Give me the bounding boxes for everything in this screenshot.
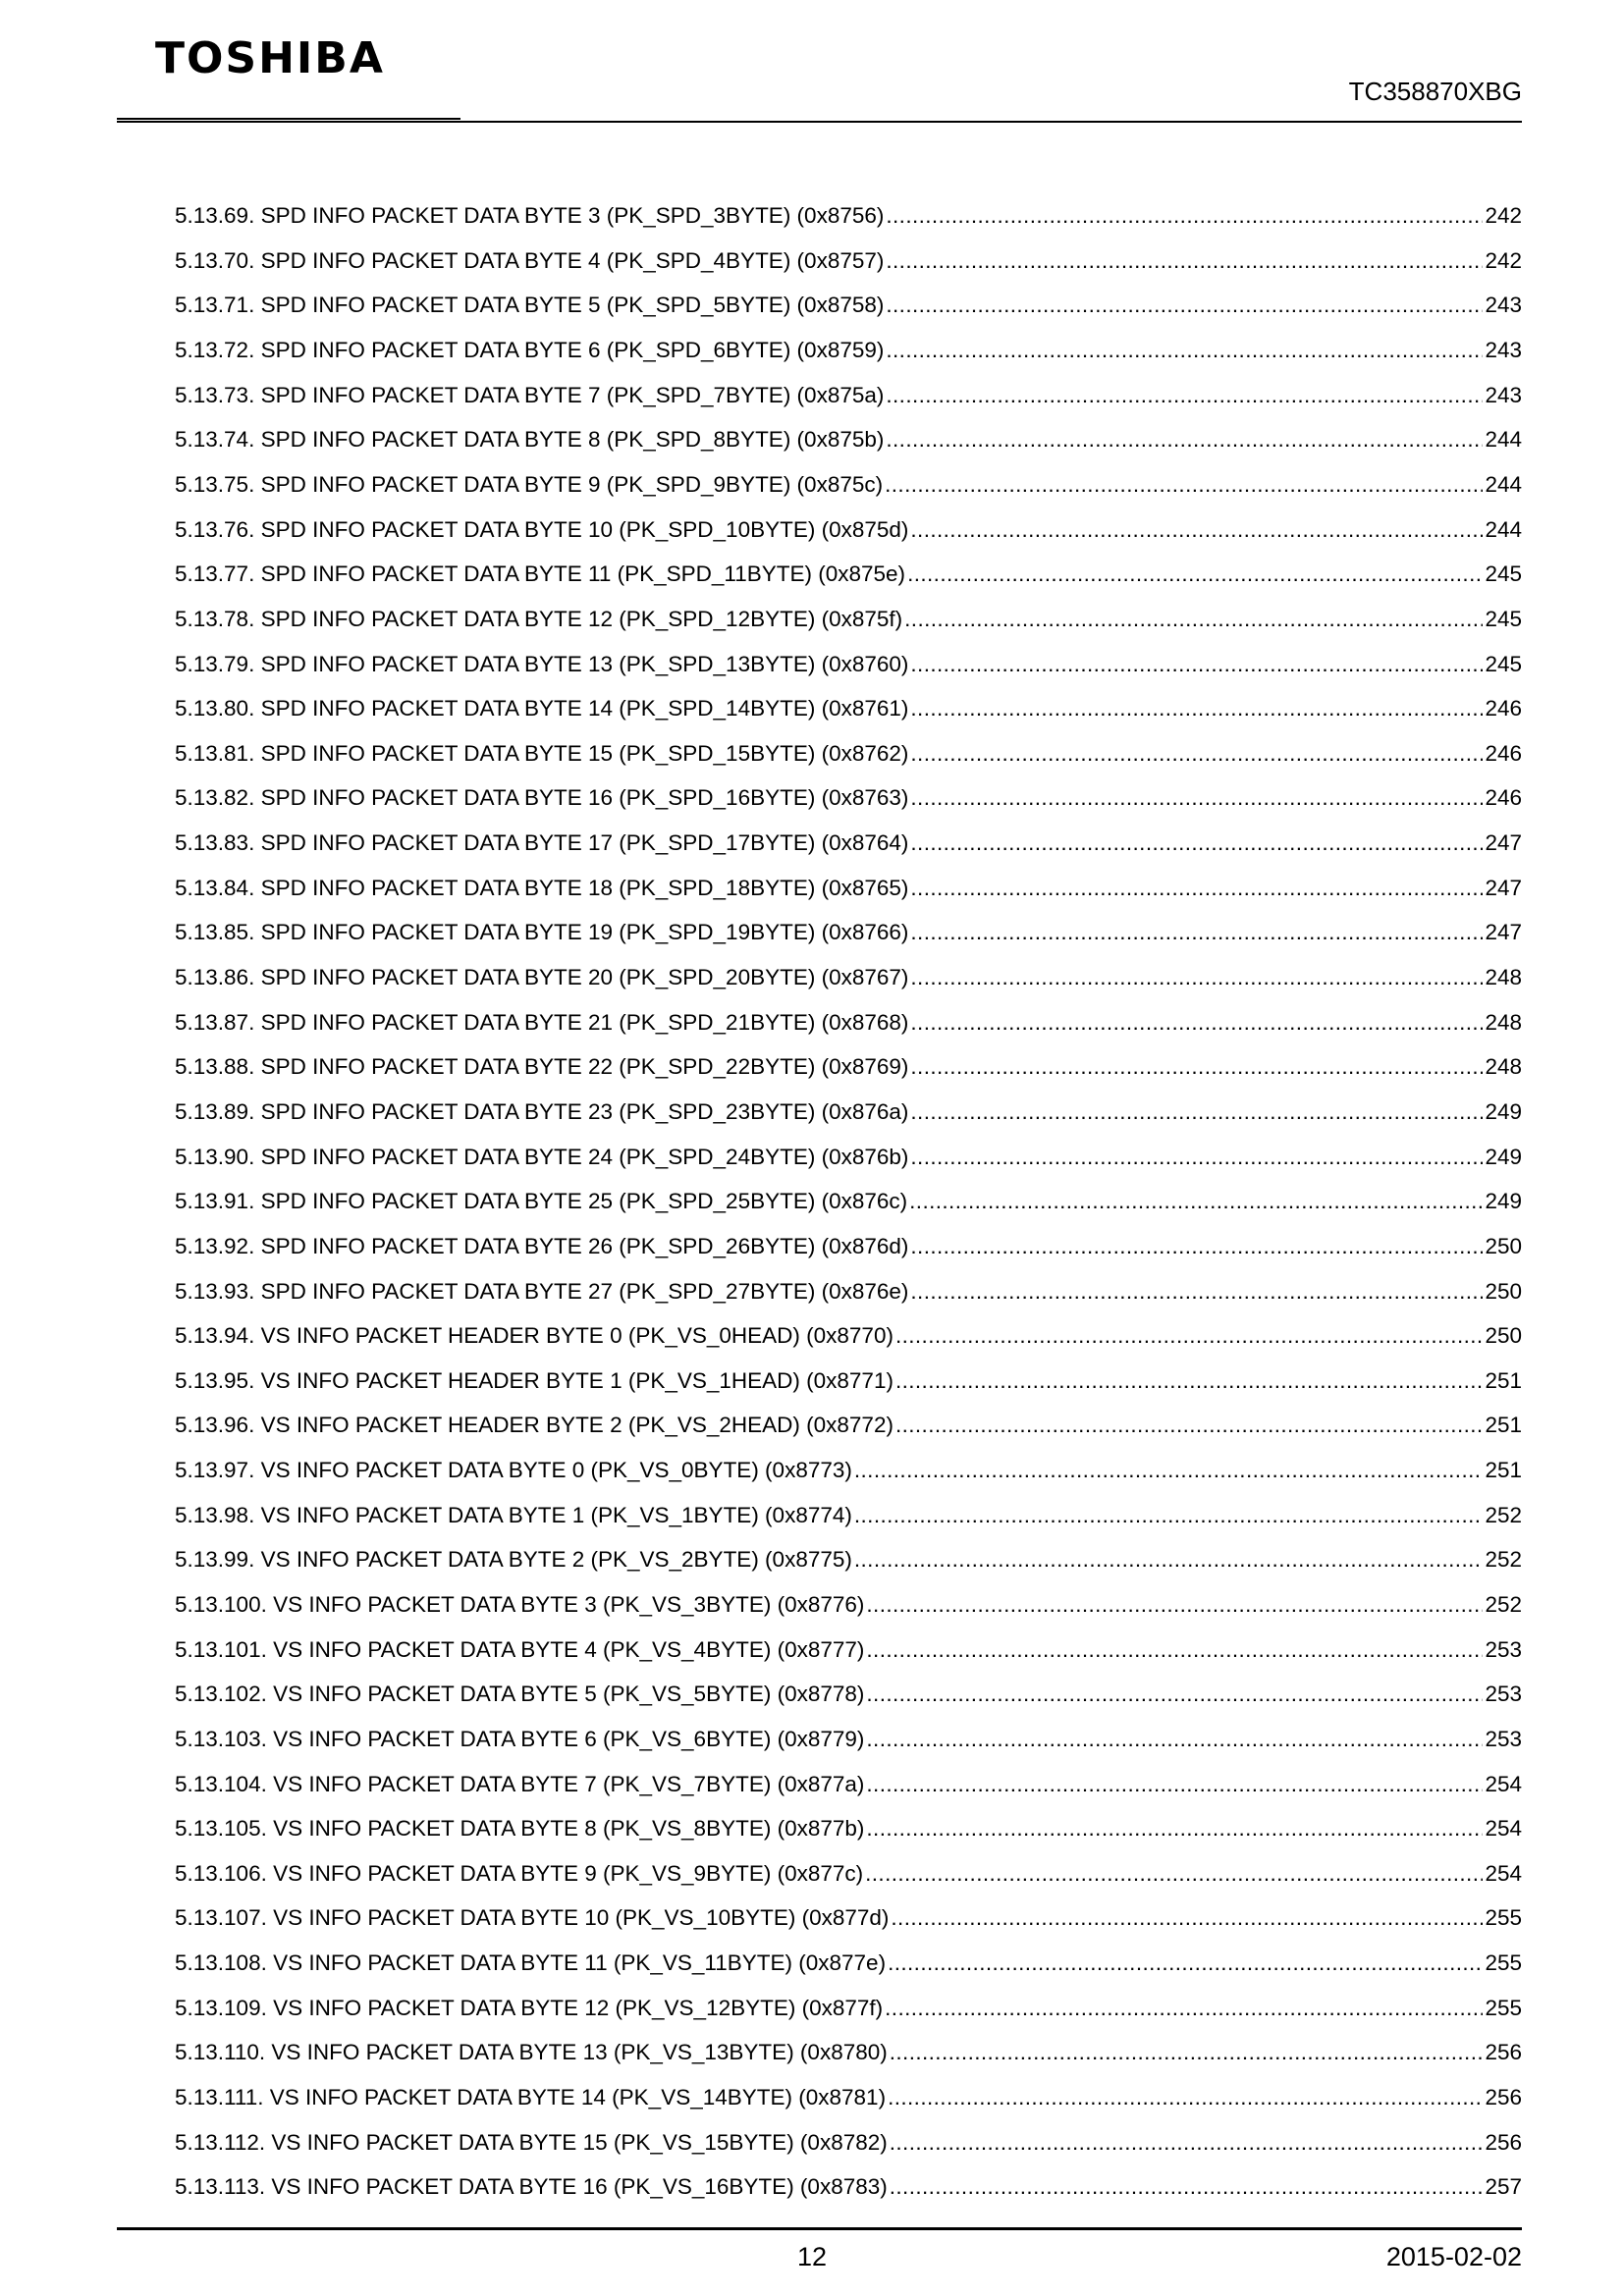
toc-entry[interactable] [175, 630, 1522, 675]
toc-entry-page: 257 [1485, 2174, 1522, 2200]
toc-dot-leader [865, 1863, 1483, 1886]
toc-entry-page: 251 [1485, 1413, 1522, 1438]
toc-entry-title: 5.13.94. VS INFO PACKET HEADER BYTE 0 (PK_VS_0HEAD) (0x8770) [175, 1323, 893, 1349]
toc-entry[interactable] [175, 406, 1522, 452]
toc-entry[interactable] [175, 452, 1522, 497]
toc-entry[interactable] [175, 1213, 1522, 1258]
toc-entry-page: 252 [1485, 1547, 1522, 1573]
toc-entry[interactable] [175, 1975, 1522, 2020]
toc-entry-title: 5.13.87. SPD INFO PACKET DATA BYTE 21 (PK_SPD_21BYTE) (0x8768) [175, 1009, 909, 1035]
toc-entry[interactable] [175, 1034, 1522, 1079]
toc-entry-title: 5.13.90. SPD INFO PACKET DATA BYTE 24 (PK_SPD_24BYTE) (0x876b) [175, 1144, 909, 1169]
toc-dot-leader [854, 1460, 1484, 1482]
toc-entry[interactable] [175, 362, 1522, 407]
toc-entry-page: 247 [1485, 920, 1522, 945]
toc-entry-page: 250 [1485, 1278, 1522, 1304]
toc-entry[interactable] [175, 1930, 1522, 1975]
toc-dot-leader [888, 2087, 1483, 2109]
toc-entry-page: 252 [1485, 1592, 1522, 1617]
toc-entry[interactable] [175, 989, 1522, 1035]
toc-entry[interactable] [175, 1841, 1522, 1886]
toc-entry-page: 244 [1485, 471, 1522, 497]
toc-entry-title: 5.13.108. VS INFO PACKET DATA BYTE 11 (PK_VS_11BYTE) (0x877e) [175, 1950, 887, 1976]
toc-entry-page: 245 [1485, 651, 1522, 676]
toc-entry-title: 5.13.69. SPD INFO PACKET DATA BYTE 3 (PK_SPD_3BYTE) (0x8756) [175, 203, 885, 229]
toc-entry-page: 251 [1485, 1458, 1522, 1483]
toc-entry-title: 5.13.104. VS INFO PACKET DATA BYTE 7 (PK_VS_7BYTE) (0x877a) [175, 1771, 865, 1796]
toc-entry[interactable] [175, 899, 1522, 944]
toc-entry-title: 5.13.89. SPD INFO PACKET DATA BYTE 23 (PK_SPD_23BYTE) (0x876a) [175, 1098, 909, 1124]
toc-entry-page: 254 [1485, 1860, 1522, 1886]
toc-entry[interactable] [175, 1885, 1522, 1930]
toc-entry-page: 242 [1485, 247, 1522, 273]
toc-entry[interactable] [175, 2109, 1522, 2155]
toc-dot-leader [910, 1012, 1483, 1035]
toc-entry[interactable] [175, 1123, 1522, 1168]
toc-dot-leader [866, 1594, 1483, 1617]
toc-entry-page: 254 [1485, 1771, 1522, 1796]
document-id: TC358870XBG [1348, 77, 1522, 106]
toc-entry[interactable] [175, 1706, 1522, 1751]
toc-dot-leader [910, 743, 1483, 766]
toc-entry-title: 5.13.105. VS INFO PACKET DATA BYTE 8 (PK_VS_8BYTE) (0x877b) [175, 1816, 865, 1842]
toc-entry-page: 255 [1485, 1905, 1522, 1931]
toc-entry-page: 253 [1485, 1726, 1522, 1751]
toc-entry-title: 5.13.99. VS INFO PACKET DATA BYTE 2 (PK_VS_2BYTE) (0x8775) [175, 1547, 852, 1573]
toc-entry[interactable] [175, 855, 1522, 900]
toc-entry-title: 5.13.72. SPD INFO PACKET DATA BYTE 6 (PK_SPD_6BYTE) (0x8759) [175, 338, 885, 363]
toc-entry-title: 5.13.86. SPD INFO PACKET DATA BYTE 20 (PK_SPD_20BYTE) (0x8767) [175, 965, 909, 990]
toc-entry-page: 246 [1485, 785, 1522, 811]
toc-entry[interactable] [175, 586, 1522, 631]
toc-entry-page: 245 [1485, 606, 1522, 631]
toc-entry-page: 247 [1485, 830, 1522, 856]
toc-entry[interactable] [175, 272, 1522, 317]
toc-entry-page: 249 [1485, 1098, 1522, 1124]
toc-entry[interactable] [175, 496, 1522, 541]
toc-entry-title: 5.13.107. VS INFO PACKET DATA BYTE 10 (PK_VS_10BYTE) (0x877d) [175, 1905, 890, 1931]
toc-dot-leader [910, 1236, 1483, 1258]
toc-dot-leader [891, 1907, 1483, 1930]
header-rule-accent [117, 118, 460, 120]
toc-entry-title: 5.13.98. VS INFO PACKET DATA BYTE 1 (PK_VS_1BYTE) (0x8774) [175, 1502, 852, 1527]
toc-entry[interactable] [175, 721, 1522, 766]
toc-entry[interactable] [175, 1437, 1522, 1482]
toc-entry-title: 5.13.96. VS INFO PACKET HEADER BYTE 2 (PK_VS_2HEAD) (0x8772) [175, 1413, 893, 1438]
toc-entry-title: 5.13.102. VS INFO PACKET DATA BYTE 5 (PK_VS_5BYTE) (0x8778) [175, 1682, 865, 1707]
toc-dot-leader [910, 1101, 1483, 1124]
toc-dot-leader [907, 563, 1483, 586]
toc-entry-title: 5.13.76. SPD INFO PACKET DATA BYTE 10 (PK_SPD_10BYTE) (0x875d) [175, 516, 909, 542]
toc-entry-title: 5.13.77. SPD INFO PACKET DATA BYTE 11 (PK_SPD_11BYTE) (0x875e) [175, 561, 906, 587]
toc-dot-leader [910, 878, 1483, 900]
toc-entry[interactable] [175, 1617, 1522, 1662]
toc-entry[interactable] [175, 1482, 1522, 1527]
toc-dot-leader [886, 205, 1483, 228]
toc-dot-leader [895, 1370, 1484, 1393]
footer-rule [117, 2227, 1522, 2230]
toc-entry[interactable] [175, 1303, 1522, 1348]
toc-dot-leader [910, 967, 1483, 989]
toc-entry-page: 256 [1485, 2129, 1522, 2155]
toc-entry-page: 248 [1485, 1054, 1522, 1080]
toc-dot-leader [866, 1818, 1483, 1841]
toc-dot-leader [886, 294, 1483, 317]
toc-dot-leader [910, 832, 1483, 855]
toc-dot-leader [895, 1415, 1484, 1437]
toc-entry[interactable] [175, 228, 1522, 273]
toc-entry-title: 5.13.91. SPD INFO PACKET DATA BYTE 25 (PK_SPD_25BYTE) (0x876c) [175, 1189, 908, 1214]
toc-entry-title: 5.13.83. SPD INFO PACKET DATA BYTE 17 (PK_SPD_17BYTE) (0x8764) [175, 830, 909, 856]
toc-entry-title: 5.13.82. SPD INFO PACKET DATA BYTE 16 (PK_SPD_16BYTE) (0x8763) [175, 785, 909, 811]
toc-entry[interactable] [175, 1392, 1522, 1437]
toc-entry-title: 5.13.110. VS INFO PACKET DATA BYTE 13 (PK_VS_13BYTE) (0x8780) [175, 2040, 888, 2065]
toc-entry-page: 253 [1485, 1636, 1522, 1662]
toc-entry[interactable] [175, 675, 1522, 721]
toc-entry-page: 246 [1485, 696, 1522, 721]
page-number: 12 [796, 2242, 828, 2271]
toc-entry[interactable] [175, 1661, 1522, 1706]
table-of-contents [175, 183, 1522, 2199]
toc-entry-title: 5.13.80. SPD INFO PACKET DATA BYTE 14 (PK_SPD_14BYTE) (0x8761) [175, 696, 909, 721]
toc-entry[interactable] [175, 541, 1522, 586]
toc-entry[interactable] [175, 765, 1522, 810]
toc-dot-leader [888, 1952, 1483, 1975]
toc-dot-leader [885, 474, 1483, 497]
toc-entry-title: 5.13.85. SPD INFO PACKET DATA BYTE 19 (PK_SPD_19BYTE) (0x8766) [175, 920, 909, 945]
toc-dot-leader [854, 1505, 1484, 1527]
toc-entry-title: 5.13.70. SPD INFO PACKET DATA BYTE 4 (PK_SPD_4BYTE) (0x8757) [175, 247, 885, 273]
toc-dot-leader [910, 1281, 1483, 1304]
toc-entry[interactable] [175, 2064, 1522, 2109]
toc-dot-leader [866, 1683, 1483, 1706]
toc-entry-page: 249 [1485, 1189, 1522, 1214]
toc-dot-leader [910, 654, 1483, 676]
toc-entry-page: 244 [1485, 516, 1522, 542]
toc-entry[interactable] [175, 1168, 1522, 1213]
toc-entry-page: 251 [1485, 1367, 1522, 1393]
toc-dot-leader [890, 2176, 1484, 2199]
toc-entry-page: 247 [1485, 875, 1522, 900]
toc-entry-title: 5.13.79. SPD INFO PACKET DATA BYTE 13 (PK_SPD_13BYTE) (0x8760) [175, 651, 909, 676]
toc-entry[interactable] [175, 1257, 1522, 1303]
toc-dot-leader [910, 1147, 1483, 1169]
toc-entry-title: 5.13.109. VS INFO PACKET DATA BYTE 12 (PK_VS_12BYTE) (0x877f) [175, 1995, 884, 2020]
toc-entry-page: 253 [1485, 1682, 1522, 1707]
toc-entry-page: 252 [1485, 1502, 1522, 1527]
toc-entry-page: 249 [1485, 1144, 1522, 1169]
toc-entry[interactable] [175, 944, 1522, 989]
toc-dot-leader [910, 698, 1483, 721]
toc-entry-title: 5.13.103. VS INFO PACKET DATA BYTE 6 (PK_VS_6BYTE) (0x8779) [175, 1726, 865, 1751]
toc-entry-page: 242 [1485, 203, 1522, 229]
toc-entry-title: 5.13.101. VS INFO PACKET DATA BYTE 4 (PK_VS_4BYTE) (0x8777) [175, 1636, 865, 1662]
toc-entry-title: 5.13.97. VS INFO PACKET DATA BYTE 0 (PK_VS_0BYTE) (0x8773) [175, 1458, 852, 1483]
toc-entry-title: 5.13.93. SPD INFO PACKET DATA BYTE 27 (PK_SPD_27BYTE) (0x876e) [175, 1278, 909, 1304]
toc-entry-title: 5.13.92. SPD INFO PACKET DATA BYTE 26 (PK_SPD_26BYTE) (0x876d) [175, 1233, 909, 1258]
toc-entry-title: 5.13.112. VS INFO PACKET DATA BYTE 15 (PK_VS_15BYTE) (0x8782) [175, 2129, 888, 2155]
toc-dot-leader [886, 385, 1483, 407]
toc-entry-title: 5.13.74. SPD INFO PACKET DATA BYTE 8 (PK_SPD_8BYTE) (0x875b) [175, 427, 885, 453]
toc-entry-title: 5.13.78. SPD INFO PACKET DATA BYTE 12 (PK_SPD_12BYTE) (0x875f) [175, 606, 903, 631]
toshiba-logo: TOSHIBA [155, 33, 385, 83]
toc-entry[interactable] [175, 183, 1522, 228]
toc-entry-page: 250 [1485, 1233, 1522, 1258]
toc-entry-page: 248 [1485, 965, 1522, 990]
toc-entry-title: 5.13.100. VS INFO PACKET DATA BYTE 3 (PK_VS_3BYTE) (0x8776) [175, 1592, 865, 1617]
toc-dot-leader [910, 922, 1483, 944]
toc-entry-page: 256 [1485, 2085, 1522, 2110]
toc-entry[interactable] [175, 317, 1522, 362]
toc-entry-title: 5.13.84. SPD INFO PACKET DATA BYTE 18 (PK_SPD_18BYTE) (0x8765) [175, 875, 909, 900]
header-rule [117, 121, 1522, 123]
toc-entry-page: 243 [1485, 293, 1522, 318]
toc-dot-leader [910, 1056, 1483, 1079]
toc-entry-page: 245 [1485, 561, 1522, 587]
toc-entry-title: 5.13.111. VS INFO PACKET DATA BYTE 14 (PK_VS_14BYTE) (0x8781) [175, 2085, 887, 2110]
document-date: 2015-02-02 [1385, 2242, 1522, 2271]
toc-entry-title: 5.13.106. VS INFO PACKET DATA BYTE 9 (PK_VS_9BYTE) (0x877c) [175, 1860, 864, 1886]
toc-entry[interactable] [175, 2019, 1522, 2064]
toc-entry-title: 5.13.81. SPD INFO PACKET DATA BYTE 15 (PK_SPD_15BYTE) (0x8762) [175, 740, 909, 766]
toc-entry[interactable] [175, 1572, 1522, 1617]
toc-dot-leader [886, 340, 1483, 362]
toc-dot-leader [890, 2042, 1484, 2064]
toc-dot-leader [910, 519, 1483, 542]
toc-dot-leader [890, 2132, 1484, 2155]
toc-entry[interactable] [175, 1079, 1522, 1124]
toc-dot-leader [866, 1639, 1483, 1662]
toc-entry[interactable] [175, 1348, 1522, 1393]
toc-dot-leader [866, 1729, 1483, 1751]
toc-entry-title: 5.13.73. SPD INFO PACKET DATA BYTE 7 (PK_SPD_7BYTE) (0x875a) [175, 382, 885, 407]
toc-entry-title: 5.13.75. SPD INFO PACKET DATA BYTE 9 (PK_SPD_9BYTE) (0x875c) [175, 471, 884, 497]
toc-dot-leader [909, 1191, 1483, 1213]
toc-entry-title: 5.13.71. SPD INFO PACKET DATA BYTE 5 (PK_SPD_5BYTE) (0x8758) [175, 293, 885, 318]
toc-entry[interactable] [175, 1526, 1522, 1572]
toc-entry-page: 243 [1485, 382, 1522, 407]
toc-entry[interactable] [175, 1750, 1522, 1795]
toc-entry-page: 256 [1485, 2040, 1522, 2065]
toc-entry-page: 243 [1485, 338, 1522, 363]
toc-dot-leader [886, 429, 1483, 452]
toc-dot-leader [866, 1774, 1483, 1796]
toc-dot-leader [885, 1998, 1483, 2020]
toc-dot-leader [895, 1325, 1484, 1348]
toc-entry[interactable] [175, 1795, 1522, 1841]
toc-entry[interactable] [175, 2154, 1522, 2199]
toc-entry-page: 255 [1485, 1995, 1522, 2020]
toc-entry-title: 5.13.88. SPD INFO PACKET DATA BYTE 22 (PK_SPD_22BYTE) (0x8769) [175, 1054, 909, 1080]
toc-entry-page: 244 [1485, 427, 1522, 453]
toc-entry-page: 246 [1485, 740, 1522, 766]
toc-dot-leader [910, 787, 1483, 810]
toc-dot-leader [904, 609, 1483, 631]
toc-dot-leader [854, 1549, 1484, 1572]
toc-entry-title: 5.13.113. VS INFO PACKET DATA BYTE 16 (PK_VS_16BYTE) (0x8783) [175, 2174, 888, 2200]
toc-entry-page: 255 [1485, 1950, 1522, 1976]
toc-entry[interactable] [175, 810, 1522, 855]
toc-entry-page: 250 [1485, 1323, 1522, 1349]
toc-entry-page: 248 [1485, 1009, 1522, 1035]
toc-dot-leader [886, 250, 1483, 273]
toc-entry-title: 5.13.95. VS INFO PACKET HEADER BYTE 1 (PK_VS_1HEAD) (0x8771) [175, 1367, 893, 1393]
toc-entry-page: 254 [1485, 1816, 1522, 1842]
